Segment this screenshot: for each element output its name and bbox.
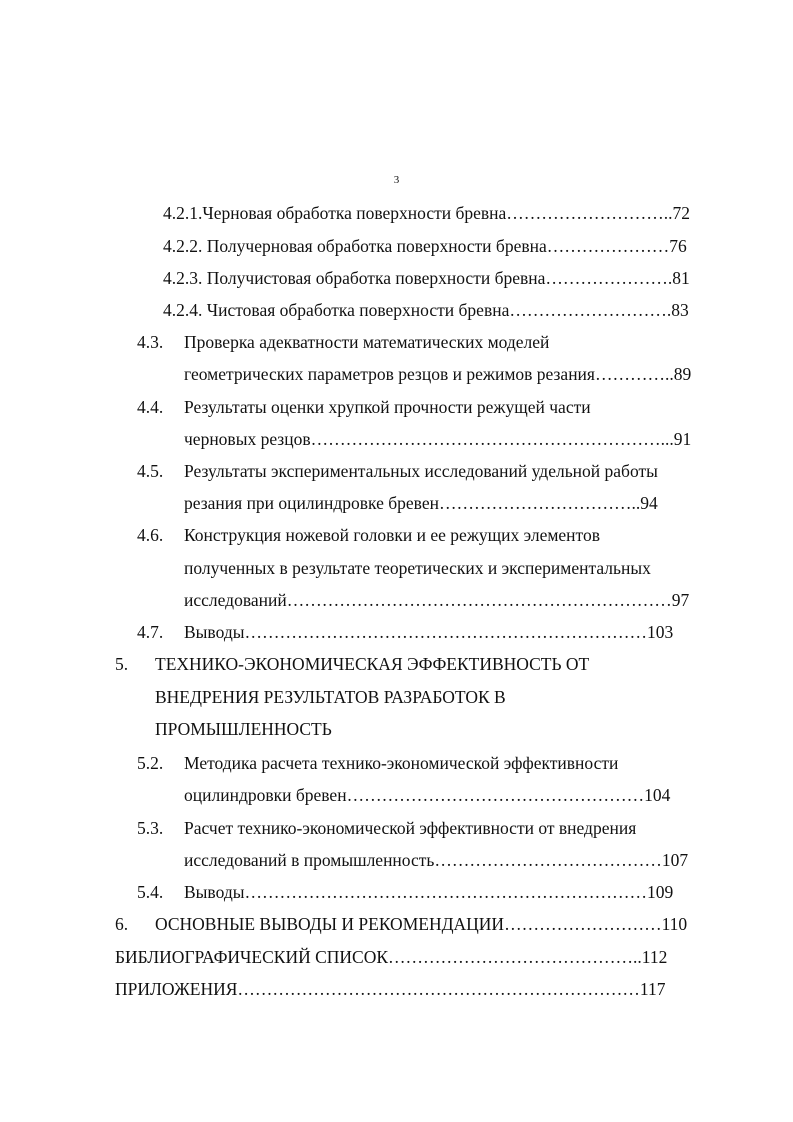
toc-title: БИБЛИОГРАФИЧЕСКИЙ СПИСОК (115, 947, 389, 967)
toc-title-line-1: ТЕХНИКО-ЭКОНОМИЧЕСКАЯ ЭФФЕКТИВНОСТЬ ОТ (155, 654, 590, 674)
toc-title-line-2: ВНЕДРЕНИЯ РЕЗУЛЬТАТОВ РАЗРАБОТОК В (155, 687, 506, 707)
toc-number: 4.6. (137, 525, 164, 545)
toc-title-line-1: Проверка адекватности математических моделей (184, 332, 550, 352)
toc-entry-4-2-3 (163, 265, 690, 291)
toc-title-line-1: Методика расчета технико-экономической эффективности (184, 753, 619, 773)
toc-number: 5.3. (137, 818, 164, 838)
toc-entry-5-4 (137, 879, 673, 905)
toc-leader: …………………………………………………………… (237, 979, 640, 999)
toc-page: 109 (646, 882, 674, 902)
toc-number: 5. (115, 654, 129, 674)
toc-entry-4-5 (137, 458, 658, 484)
toc-entry-4-7 (137, 619, 673, 645)
toc-page: 97 (671, 590, 690, 610)
toc-title-line-3: ПРОМЫШЛЕННОСТЬ (155, 719, 332, 739)
toc-entry-4-6-cont-1 (184, 555, 651, 581)
toc-leader: ……………………………………………………... (310, 429, 674, 449)
toc-page: 104 (644, 785, 671, 805)
toc-entry-5-cont-2 (155, 716, 332, 742)
toc-entry-4-4-cont (184, 426, 691, 452)
toc-page: 76 (669, 236, 687, 256)
toc-leader: …………………………………………………………… (244, 622, 647, 642)
toc-title: Выводы (184, 622, 245, 642)
toc-page: 103 (646, 622, 674, 642)
toc-title: ОСНОВНЫЕ ВЫВОДЫ И РЕКОМЕНДАЦИИ (155, 914, 505, 934)
toc-page: 110 (661, 914, 688, 934)
toc-number: 6. (115, 914, 129, 934)
toc-entry-5-2-cont (184, 782, 670, 808)
toc-page: 112 (641, 947, 668, 967)
toc-entry-4-3 (137, 329, 549, 355)
toc-leader: …………………………………………… (346, 785, 645, 805)
toc-page: 72 (672, 203, 691, 223)
toc-leader: ………………………………… (434, 850, 662, 870)
toc-number: 4.3. (137, 332, 164, 352)
toc-entry-bibliography (115, 944, 667, 970)
toc-number: 4.2.2. (163, 236, 203, 256)
toc-entry-4-6 (137, 522, 600, 548)
page-number: 3 (393, 174, 400, 186)
toc-entry-6 (115, 911, 687, 937)
toc-page: 94 (640, 493, 658, 513)
toc-number: 4.7. (137, 622, 164, 642)
toc-entry-4-2-2 (163, 233, 687, 259)
toc-entry-5-3 (137, 815, 636, 841)
toc-page: 107 (661, 850, 689, 870)
toc-title-line-1: Результаты оценки хрупкой прочности режущей части (184, 397, 591, 417)
toc-page: 91 (673, 429, 692, 449)
toc-page: 117 (639, 979, 666, 999)
toc-entry-5-2 (137, 750, 618, 776)
toc-title: Черновая обработка поверхности бревна (202, 203, 507, 223)
toc-title-line-1: Расчет технико-экономической эффективности от внедрения (184, 818, 637, 838)
toc-number: 4.2.1. (163, 203, 203, 223)
toc-leader: ……………………… (504, 914, 662, 934)
toc-page: 89 (673, 364, 692, 384)
toc-number: 4.2.4. (163, 300, 203, 320)
toc-leader: …………………………………………………………… (244, 882, 647, 902)
toc-number: 4.4. (137, 397, 164, 417)
toc-leader: …………………………………….. (388, 947, 642, 967)
toc-title-line-1: Конструкция ножевой головки и ее режущих элементов (184, 525, 600, 545)
toc-number: 4.5. (137, 461, 164, 481)
toc-title-line-1: Результаты экспериментальных исследований удельной работы (184, 461, 658, 481)
toc-page: 83 (671, 300, 689, 320)
toc-entry-4-4 (137, 394, 591, 420)
toc-title-line-2: резания при оцилиндровке бревен (184, 493, 439, 513)
toc-number: 5.4. (137, 882, 164, 902)
toc-leader: ………………………. (509, 300, 672, 320)
toc-title-line-2: исследований в промышленность (184, 850, 435, 870)
toc-title-line-2: геометрических параметров резцов и режимов резания (184, 364, 595, 384)
toc-leader: ………………… (546, 236, 670, 256)
toc-title: Выводы (184, 882, 245, 902)
toc-title-line-2: полученных в результате теоретических и экспериментальных (184, 558, 651, 578)
toc-entry-4-2-1 (163, 200, 690, 226)
toc-number: 4.2.3. (163, 268, 203, 288)
toc-title: ПРИЛОЖЕНИЯ (115, 979, 238, 999)
toc-entry-5-3-cont (184, 847, 688, 873)
toc-number: 5.2. (137, 753, 164, 773)
toc-leader: …………………. (545, 268, 673, 288)
toc-title-line-3: исследований (184, 590, 287, 610)
toc-entry-appendices (115, 976, 666, 1002)
toc-leader: ……………………….. (506, 203, 673, 223)
toc-entry-5-cont-1 (155, 684, 506, 710)
toc-title: Чистовая обработка поверхности бревна (206, 300, 510, 320)
toc-entry-4-3-cont (184, 361, 691, 387)
toc-leader: …………………………….. (438, 493, 641, 513)
toc-entry-4-2-4 (163, 297, 689, 323)
toc-title: Получистовая обработка поверхности бревна (206, 268, 546, 288)
toc-title-line-2: черновых резцов (184, 429, 311, 449)
toc-entry-4-5-cont (184, 490, 658, 516)
toc-leader: ………………………………………………………… (286, 590, 672, 610)
toc-title: Получерновая обработка поверхности бревна (206, 236, 547, 256)
toc-leader: ………….. (594, 364, 674, 384)
toc-entry-5 (115, 651, 589, 677)
toc-title-line-2: оцилиндровки бревен (184, 785, 347, 805)
toc-page: 81 (672, 268, 690, 288)
toc-entry-4-6-cont-2 (184, 587, 689, 613)
